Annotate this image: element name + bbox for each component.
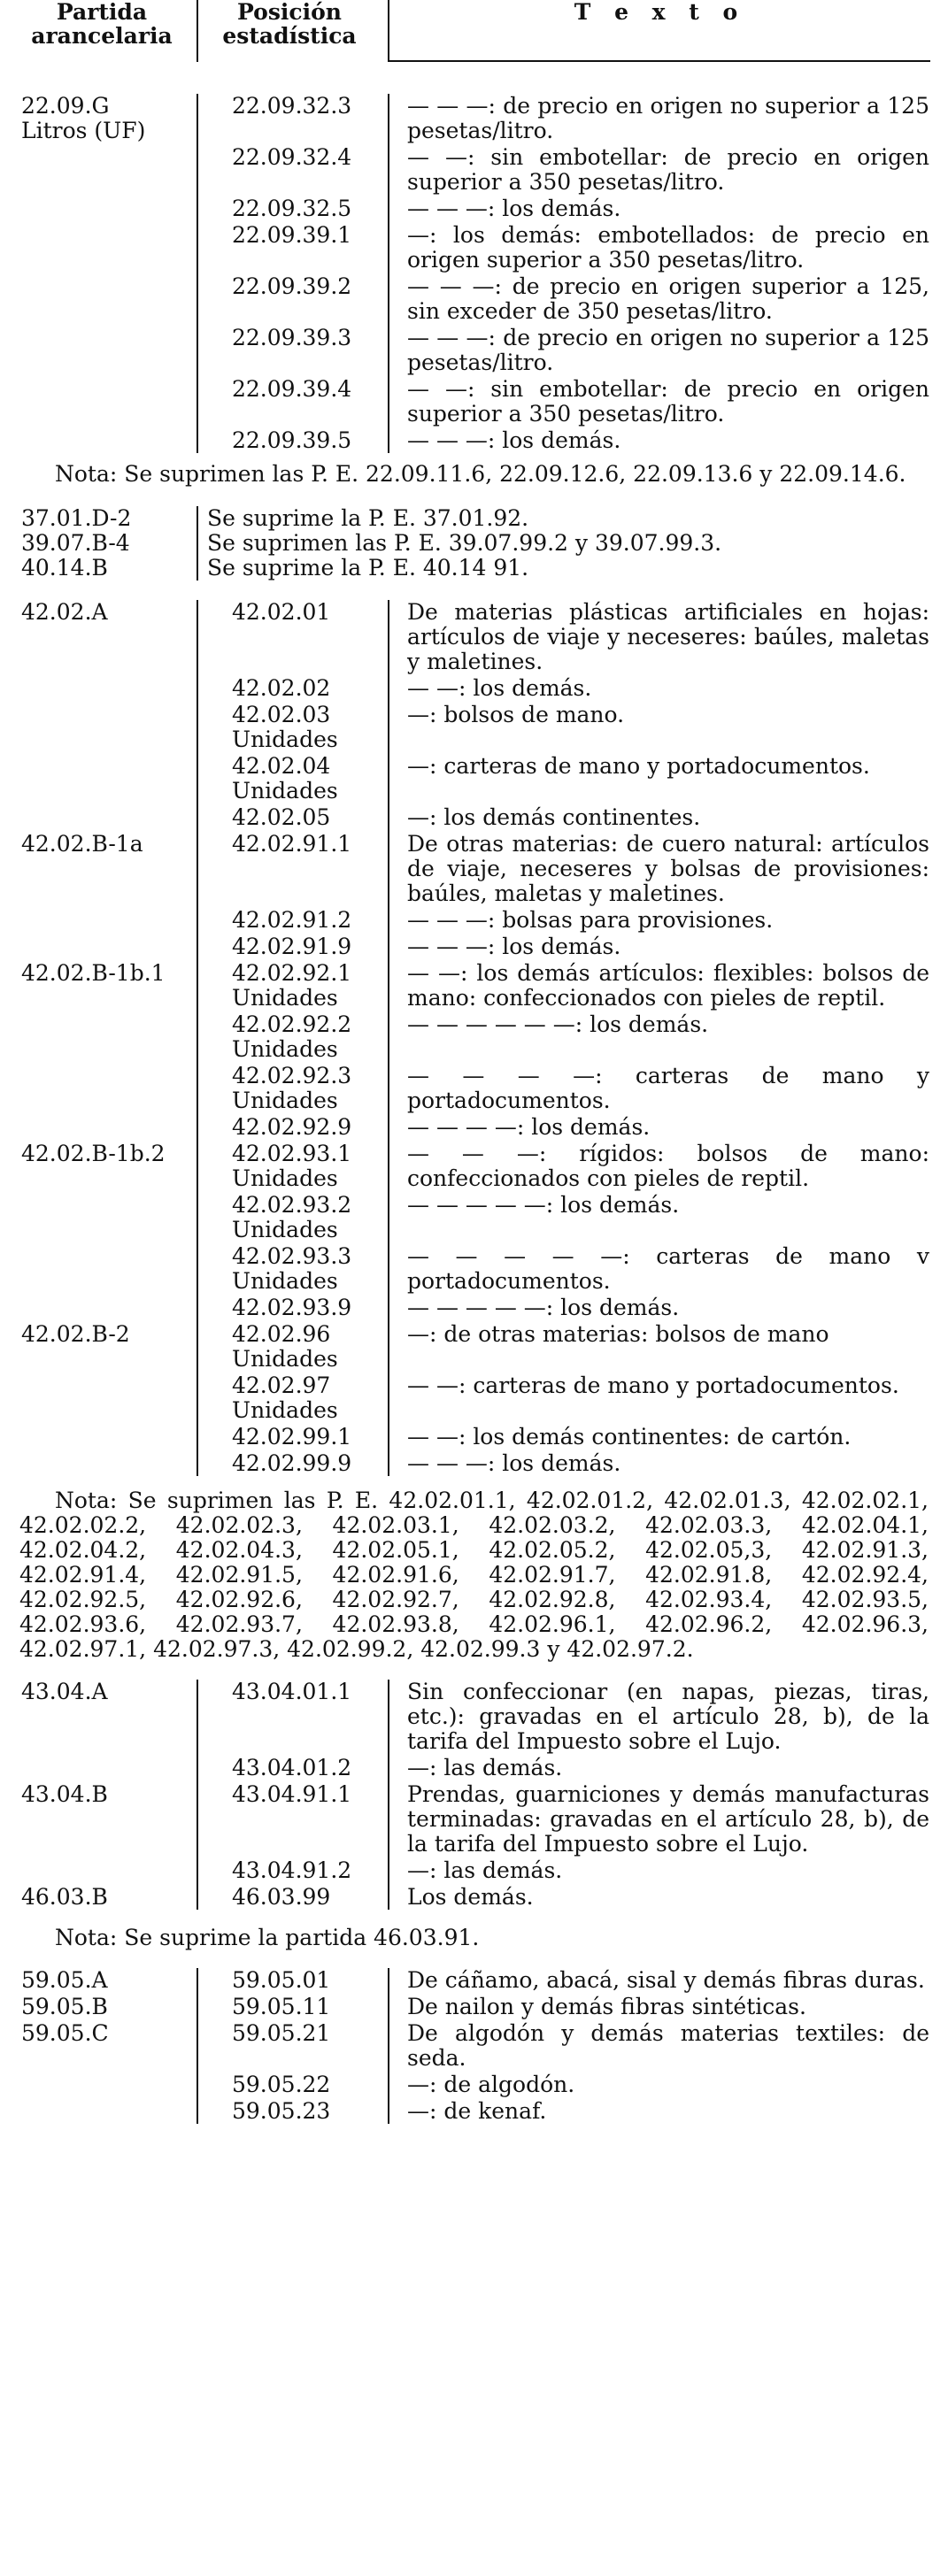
texto-cell: —: de kenaf. xyxy=(407,2098,547,2124)
table-row xyxy=(0,531,948,556)
table-row xyxy=(0,223,948,273)
texto-cell: Sin confeccionar (en napas, piezas, tiras, etc.): gravadas en el artículo 28, b), de la tarifa del Impuesto sobre el Lujo. xyxy=(407,1679,929,1754)
texto-cell: Se suprime la P. E. 37.01.92. xyxy=(207,505,529,531)
texto-cell: — — —: los demás. xyxy=(407,934,621,959)
table-block-59-05 xyxy=(0,1968,948,2124)
note-46-03 xyxy=(0,1926,948,1950)
texto-cell: Se suprimen las P. E. 39.07.99.2 y 39.07.99.3. xyxy=(207,530,722,556)
partida-cell xyxy=(0,1451,205,1476)
texto-cell: —: de algodón. xyxy=(407,2072,575,2097)
posicion-cell: 22.09.39.3 xyxy=(232,325,352,350)
partida-cell: 42.02.B-1a xyxy=(21,831,143,857)
partida-cell xyxy=(0,377,205,427)
texto-cell: — — —: bolsas para provisiones. xyxy=(407,907,774,933)
texto-cell: —: las demás. xyxy=(407,1755,563,1780)
partida-cell: 59.05.B xyxy=(21,1994,108,2019)
partida-cell xyxy=(0,145,205,195)
partida-cell: 43.04.B xyxy=(21,1781,108,1807)
texto-cell: — — —: de precio en origen superior a 125, sin exceder de 350 pesetas/litro. xyxy=(407,273,929,324)
posicion-cell: 42.02.93.9 xyxy=(232,1295,352,1320)
posicion-cell: 22.09.39.2 xyxy=(232,273,352,299)
table-row xyxy=(0,1373,948,1423)
texto-cell: — — — —: carteras de mano y portadocumentos. xyxy=(407,1063,929,1113)
partida-cell xyxy=(0,1012,205,1062)
column-divider-1 xyxy=(197,94,198,453)
header-posicion: Posición estadística xyxy=(222,0,357,49)
texto-cell: Los demás. xyxy=(407,1884,534,1910)
texto-cell: De cáñamo, abacá, sisal y demás fibras duras. xyxy=(407,1967,925,1993)
table-row xyxy=(0,754,948,804)
partida-cell xyxy=(0,805,205,830)
posicion-cell: 59.05.22 xyxy=(232,2072,331,2097)
posicion-cell: 42.02.03 Unidades xyxy=(232,702,338,752)
partida-cell xyxy=(0,754,205,804)
table-row xyxy=(0,1782,948,1857)
texto-cell: —: los demás continentes. xyxy=(407,804,701,830)
posicion-cell: 42.02.96 Unidades xyxy=(232,1321,338,1372)
posicion-cell: 42.02.91.9 xyxy=(232,934,352,959)
column-divider-2 xyxy=(388,94,389,453)
texto-cell: Prendas, guarniciones y demás manufacturas terminadas: gravadas en el artículo 28, b), de la tarifa del Impuesto sobre el Lujo. xyxy=(407,1781,929,1857)
posicion-cell: 42.02.02 xyxy=(232,675,331,701)
table-row xyxy=(0,1885,948,1910)
table-row xyxy=(0,326,948,375)
table-row xyxy=(0,805,948,830)
partida-cell xyxy=(0,1425,205,1449)
table-row xyxy=(0,1064,948,1113)
header-rule xyxy=(389,60,930,62)
table-row xyxy=(0,1115,948,1140)
posicion-cell: 42.02.05 xyxy=(232,804,331,830)
texto-cell: — — —: los demás. xyxy=(407,427,621,453)
texto-cell: —: bolsos de mano. xyxy=(407,702,625,727)
posicion-cell: 59.05.11 xyxy=(232,1994,331,2019)
posicion-cell: 42.02.92.1 Unidades xyxy=(232,960,352,1011)
texto-cell: De materias plásticas artificiales en hojas: artículos de viaje y neceseres: baúles, maletas y maletines. xyxy=(407,599,929,674)
table-block-42-02 xyxy=(0,600,948,1476)
table-block-43-04 xyxy=(0,1680,948,1910)
table-row xyxy=(0,1451,948,1476)
texto-cell: — — — — —: los demás. xyxy=(407,1192,680,1218)
texto-cell: —: carteras de mano y portadocumentos. xyxy=(407,753,870,779)
posicion-cell: 42.02.97 Unidades xyxy=(232,1373,338,1423)
posicion-cell: 42.02.91.1 xyxy=(232,831,352,857)
note-42-02 xyxy=(0,1488,948,1662)
partida-cell xyxy=(0,428,205,453)
posicion-cell: 42.02.99.9 xyxy=(232,1450,352,1476)
table-row xyxy=(0,676,948,701)
posicion-cell: 42.02.99.1 xyxy=(232,1424,352,1449)
posicion-cell: 43.04.01.2 xyxy=(232,1755,352,1780)
texto-cell: — —: sin embotellar: de precio en origen superior a 350 pesetas/litro. xyxy=(407,376,929,427)
posicion-cell: 42.02.93.1 Unidades xyxy=(232,1141,352,1191)
texto-cell: — — — — —: carteras de mano v portadocumentos. xyxy=(407,1243,929,1294)
texto-cell: — — —: de precio en origen no superior a 125 pesetas/litro. xyxy=(407,93,929,143)
table-row xyxy=(0,2021,948,2071)
column-divider-2 xyxy=(388,600,389,1476)
table-row xyxy=(0,1244,948,1294)
texto-cell: —: las demás. xyxy=(407,1857,563,1883)
column-divider-1 xyxy=(197,1680,198,1910)
texto-cell: — —: los demás artículos: flexibles: bolsos de mano: confeccionados con pieles de reptil. xyxy=(407,960,929,1011)
posicion-cell: 42.02.93.2 Unidades xyxy=(232,1192,352,1242)
partida-cell xyxy=(0,223,205,273)
texto-cell: — — —: de precio en origen no superior a 125 pesetas/litro. xyxy=(407,325,929,375)
partida-cell xyxy=(0,1373,205,1423)
partida-cell: 22.09.G Litros (UF) xyxy=(21,93,146,143)
note-text: Nota: Se suprime la partida 46.03.91. xyxy=(55,1925,480,1950)
partida-cell xyxy=(0,908,205,933)
table-row xyxy=(0,274,948,324)
texto-cell: — — —: los demás. xyxy=(407,196,621,221)
table-row xyxy=(0,2099,948,2124)
posicion-cell: 42.02.92.2 Unidades xyxy=(232,1011,352,1062)
table-row xyxy=(0,145,948,195)
table-row xyxy=(0,832,948,906)
table-row xyxy=(0,1296,948,1320)
partida-cell xyxy=(0,934,205,959)
table-header xyxy=(0,0,948,62)
partida-cell xyxy=(0,274,205,324)
posicion-cell: 46.03.99 xyxy=(232,1884,331,1910)
partida-cell: 42.02.A xyxy=(21,599,108,625)
texto-cell: De otras materias: de cuero natural: artículos de viaje, neceseres y bolsas de provisiones: baúles, maletas y maletines. xyxy=(407,831,929,906)
table-row xyxy=(0,934,948,959)
texto-cell: — — — — — —: los demás. xyxy=(407,1011,709,1037)
partida-cell xyxy=(0,703,205,752)
posicion-cell: 43.04.91.1 xyxy=(232,1781,352,1807)
posicion-cell: 43.04.01.1 xyxy=(232,1679,352,1704)
partida-cell xyxy=(0,1296,205,1320)
texto-cell: — —: los demás. xyxy=(407,675,592,701)
partida-cell: 42.02.B-2 xyxy=(21,1321,130,1347)
posicion-cell: 42.02.04 Unidades xyxy=(232,753,338,804)
posicion-cell: 42.02.93.3 Unidades xyxy=(232,1243,352,1294)
posicion-cell: 42.02.92.9 xyxy=(232,1114,352,1140)
table-row xyxy=(0,556,948,581)
table-row xyxy=(0,377,948,427)
posicion-cell: 22.09.32.4 xyxy=(232,144,352,170)
partida-cell xyxy=(0,1064,205,1113)
texto-cell: De nailon y demás fibras sintéticas. xyxy=(407,1994,806,2019)
posicion-cell: 43.04.91.2 xyxy=(232,1857,352,1883)
posicion-cell: 42.02.91.2 xyxy=(232,907,352,933)
table-row xyxy=(0,1680,948,1754)
header-texto: T e x t o xyxy=(574,0,746,25)
table-row xyxy=(0,1756,948,1780)
texto-cell: — — —: los demás. xyxy=(407,1450,621,1476)
partida-cell: 40.14.B xyxy=(21,555,108,581)
posicion-cell: 22.09.39.5 xyxy=(232,427,352,453)
texto-cell: — — —: rígidos: bolsos de mano: confeccionados con pieles de reptil. xyxy=(407,1141,929,1191)
table-row xyxy=(0,703,948,752)
column-divider-2 xyxy=(388,1680,389,1910)
note-text: Nota: Se suprimen las P. E. 42.02.01.1, 42.02.01.2, 42.02.01.3, 42.02.02.1, 42.02.02.2, 42.02.02.3, 42.02.03.1, 42.02.03.2, 42.02.03.3, 42.02.04.1, 42.02.04.2, 42.02.04.3, 42.02.05.1, 42.02.05.2, 42.02.05,3, 42.02.91.3, 42.02.91.4, 42.02.91.5, 42.02.91.6, 42.02.91.7, 42.02.91.8, 42.02.92.4, 42.02.92.5, 42.02.92.6, 42.02.92.7, 42.02.92.8, 42.02.93.4, 42.02.93.5, 42.02.93.6, 42.02.93.7, 42.02.93.8, 42.02.96.1, 42.02.96.2, 42.02.96.3, 42.02.97.1, 42.02.97.3, 42.02.99.2, 42.02.99.3 y 42.02.97.2. xyxy=(19,1488,929,1662)
table-row xyxy=(0,196,948,221)
table-row xyxy=(0,1142,948,1191)
posicion-cell: 22.09.39.4 xyxy=(232,376,352,402)
texto-cell: —: de otras materias: bolsos de mano xyxy=(407,1321,829,1347)
partida-cell: 42.02.B-1b.1 xyxy=(21,960,166,986)
posicion-cell: 42.02.01 xyxy=(232,599,331,625)
texto-cell: — —: los demás continentes: de cartón. xyxy=(407,1424,852,1449)
partida-cell xyxy=(0,2099,205,2124)
partida-cell xyxy=(0,1244,205,1294)
table-row xyxy=(0,961,948,1011)
note-22-09 xyxy=(0,462,948,487)
header-divider-1 xyxy=(197,0,198,62)
note-text: Nota: Se suprimen las P. E. 22.09.11.6, 22.09.12.6, 22.09.13.6 y 22.09.14.6. xyxy=(55,461,906,487)
partida-cell: 39.07.B-4 xyxy=(21,530,130,556)
partida-cell: 42.02.B-1b.2 xyxy=(21,1141,166,1166)
texto-cell: — — — — —: los demás. xyxy=(407,1295,680,1320)
texto-cell: — — — —: los demás. xyxy=(407,1114,651,1140)
partida-cell xyxy=(0,1115,205,1140)
column-divider-2 xyxy=(388,1968,389,2124)
partida-cell xyxy=(0,2072,205,2097)
partida-cell: 59.05.A xyxy=(21,1967,108,1993)
column-divider-1 xyxy=(197,600,198,1476)
table-row xyxy=(0,908,948,933)
texto-cell: Se suprime la P. E. 40.14 91. xyxy=(207,555,529,581)
posicion-cell: 22.09.32.3 xyxy=(232,93,352,119)
table-row xyxy=(0,2072,948,2097)
table-block-22-09 xyxy=(0,94,948,453)
texto-cell: — —: carteras de mano y portadocumentos. xyxy=(407,1373,899,1398)
column-divider-1 xyxy=(197,1968,198,2124)
posicion-cell: 22.09.39.1 xyxy=(232,222,352,248)
texto-cell: — —: sin embotellar: de precio en origen superior a 350 pesetas/litro. xyxy=(407,144,929,195)
table-row xyxy=(0,1322,948,1372)
texto-cell: De algodón y demás materias textiles: de seda. xyxy=(407,2020,929,2071)
posicion-cell: 22.09.32.5 xyxy=(232,196,352,221)
column-divider-1 xyxy=(197,506,198,581)
table-row xyxy=(0,506,948,531)
suppress-block xyxy=(0,506,948,581)
texto-cell: —: los demás: embotellados: de precio en origen superior a 350 pesetas/litro. xyxy=(407,222,929,273)
table-row xyxy=(0,1995,948,2019)
partida-cell xyxy=(0,1756,205,1780)
partida-cell xyxy=(0,196,205,221)
partida-cell: 46.03.B xyxy=(21,1884,108,1910)
table-row xyxy=(0,428,948,453)
table-row xyxy=(0,1858,948,1883)
partida-cell xyxy=(0,326,205,375)
partida-cell xyxy=(0,676,205,701)
posicion-cell: 59.05.23 xyxy=(232,2098,331,2124)
posicion-cell: 59.05.21 xyxy=(232,2020,331,2046)
table-row xyxy=(0,1193,948,1242)
header-partida: Partida arancelaria xyxy=(31,0,173,49)
partida-cell xyxy=(0,1858,205,1883)
table-row xyxy=(0,600,948,674)
table-row xyxy=(0,1012,948,1062)
posicion-cell: 59.05.01 xyxy=(232,1967,331,1993)
partida-cell: 37.01.D-2 xyxy=(21,505,132,531)
posicion-cell: 42.02.92.3 Unidades xyxy=(232,1063,352,1113)
table-row xyxy=(0,1425,948,1449)
partida-cell: 43.04.A xyxy=(21,1679,108,1704)
partida-cell: 59.05.C xyxy=(21,2020,109,2046)
partida-cell xyxy=(0,1193,205,1242)
header-divider-2 xyxy=(388,0,389,62)
table-row xyxy=(0,94,948,143)
table-row xyxy=(0,1968,948,1993)
